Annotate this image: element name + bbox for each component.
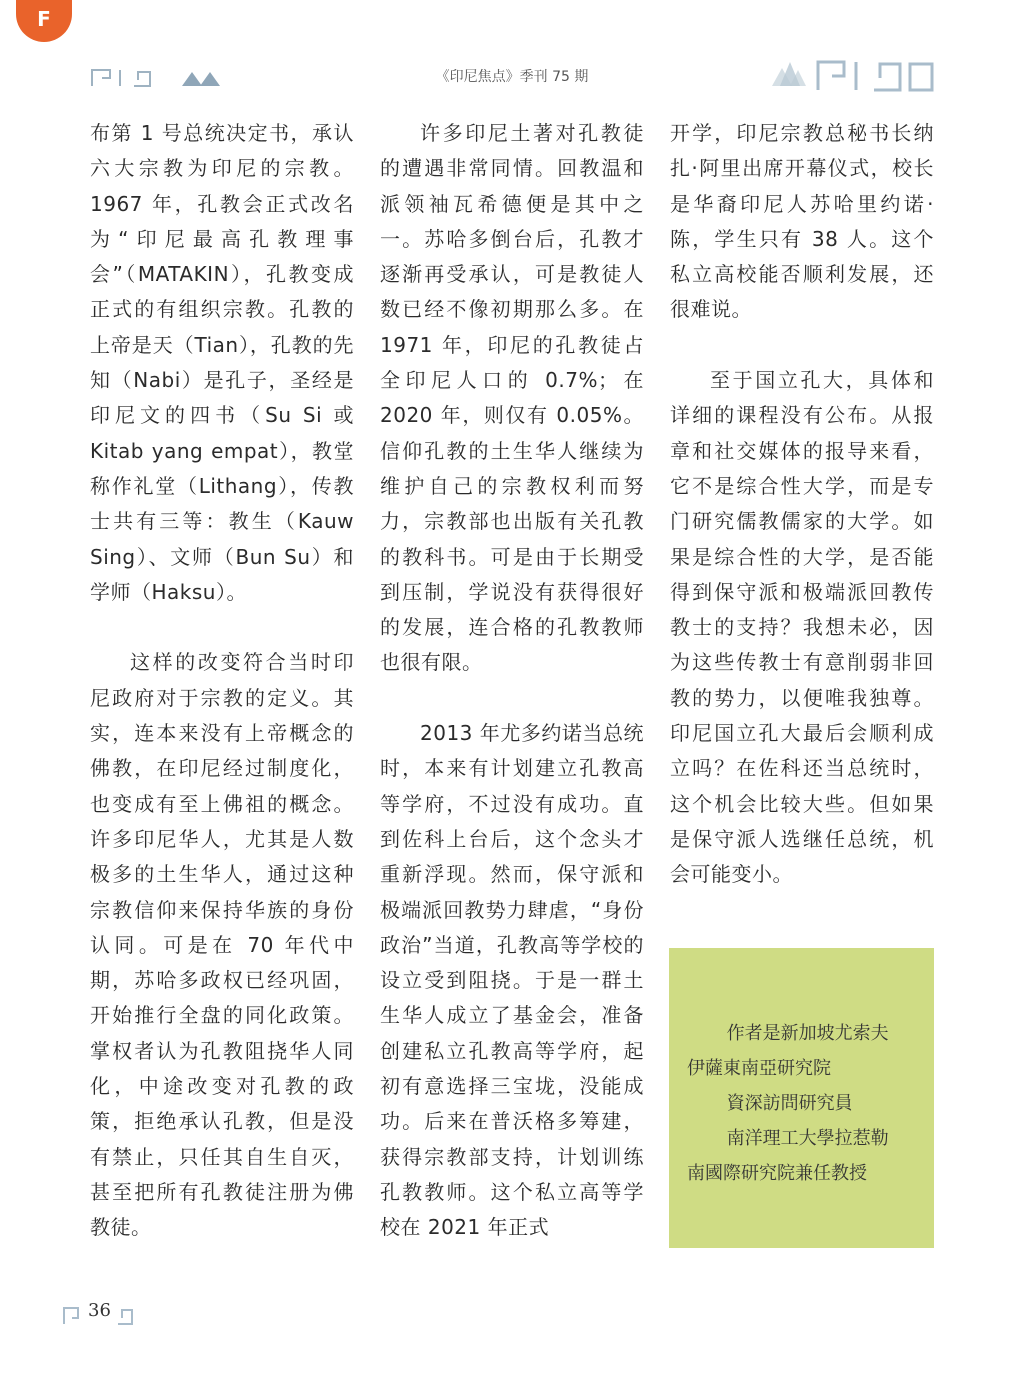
section-badge: F bbox=[16, 0, 72, 42]
author-line: 南國際研究院兼任教授 bbox=[687, 1163, 867, 1184]
paragraph: 许多印尼土著对孔教徒的遭遇非常同情。回教温和派领袖瓦希德便是其中之一。苏哈多倒台后，孔教才逐渐再受承认，可是教徒人数已经不像初期那么多。在 1971 年，印尼的孔教徒占全印尼人口的 0.7%；在 2020 年，则仅有 0.05%。信仰孔教的土生华人继续为维护自己的宗教权利而努力，宗教部也出版有关孔教的教科书。可是由于长期受到压制，学说没有获得很好的发展，连合格的孔教教师也很有限。 bbox=[380, 121, 644, 675]
page-number: 36 bbox=[88, 1300, 111, 1321]
author-line: 資深訪問研究員 bbox=[726, 1093, 853, 1114]
paragraph: 2013 年尤多约诺当总统时，本来有计划建立孔教高等学府，不过没有成功。直到佐科上台后，这个念头才重新浮现。然而，保守派和极端派回教势力肆虐，“身份政治”当道，孔教高等学校的设立受到阻挠。于是一群土生华人成立了基金会，准备创建私立孔教高等学府，起初有意选择三宝垅，没能成功。后来在普沃格多筹建，获得宗教部支持，计划训练孔教教师。这个私立高等学校在 2021 年正式 bbox=[380, 721, 644, 1240]
paragraph: 布第 1 号总统决定书，承认六大宗教为印尼的宗教。1967 年，孔教会正式改名为“印尼最高孔教理事会”（MATAKIN），孔教变成正式的有组织宗教。孔教的上帝是天（Tian），孔教的先知（Nabi）是孔子，圣经是印尼文的四书（Su Si 或 Kitab yang empat），教堂称作礼堂（Lithang），传教士共有三等：教生（Kauw Sing）、文师（Bun Su）和学师（Haksu）。 bbox=[90, 121, 354, 604]
author-line: 作者是新加坡尤索夫 bbox=[726, 1023, 889, 1044]
header-ornament-right bbox=[760, 56, 940, 92]
magazine-issue-title: 《印尼焦点》季刊 75 期 bbox=[435, 69, 589, 85]
paragraph: 开学，印尼宗教总秘书长纳扎·阿里出席开幕仪式，校长是华裔印尼人苏哈里约诺·陈，学生只有 38 人。这个私立高校能否顺利发展，还很难说。 bbox=[670, 121, 934, 322]
paragraph: 至于国立孔大，具体和详细的课程没有公布。从报章和社交媒体的报导来看，它不是综合性大学，而是专门研究儒教儒家的大学。如果是综合性的大学，是否能得到保守派和极端派回教传教士的支持？我想未必，因为这些传教士有意削弱非回教的势力，以便唯我独尊。印尼国立孔大最后会顺利成立吗？在佐科还当总统时，这个机会比较大些。但如果是保守派人选继任总统，机会可能变小。 bbox=[670, 368, 934, 887]
author-info-box bbox=[669, 948, 934, 1248]
text-column-1 bbox=[90, 116, 354, 1246]
author-line: 南洋理工大學拉惹勒 bbox=[726, 1128, 889, 1149]
text-column-2 bbox=[380, 116, 644, 1246]
text-column-3 bbox=[670, 116, 934, 893]
paragraph: 这样的改变符合当时印尼政府对于宗教的定义。其实，连本来没有上帝概念的佛教，在印尼经过制度化，也变成有至上佛祖的概念。许多印尼华人，尤其是人数极多的土生华人，通过这种宗教信仰来保持华族的身份认同。可是在 70 年代中期，苏哈多政权已经巩固，开始推行全盘的同化政策。掌权者认为孔教阻挠华人同化，中途改变对孔教的政策，拒绝承认孔教，但是没有禁止，只任其自生自灭，甚至把所有孔教徒注册为佛教徒。 bbox=[90, 650, 354, 1240]
author-line: 伊薩東南亞研究院 bbox=[687, 1058, 831, 1079]
